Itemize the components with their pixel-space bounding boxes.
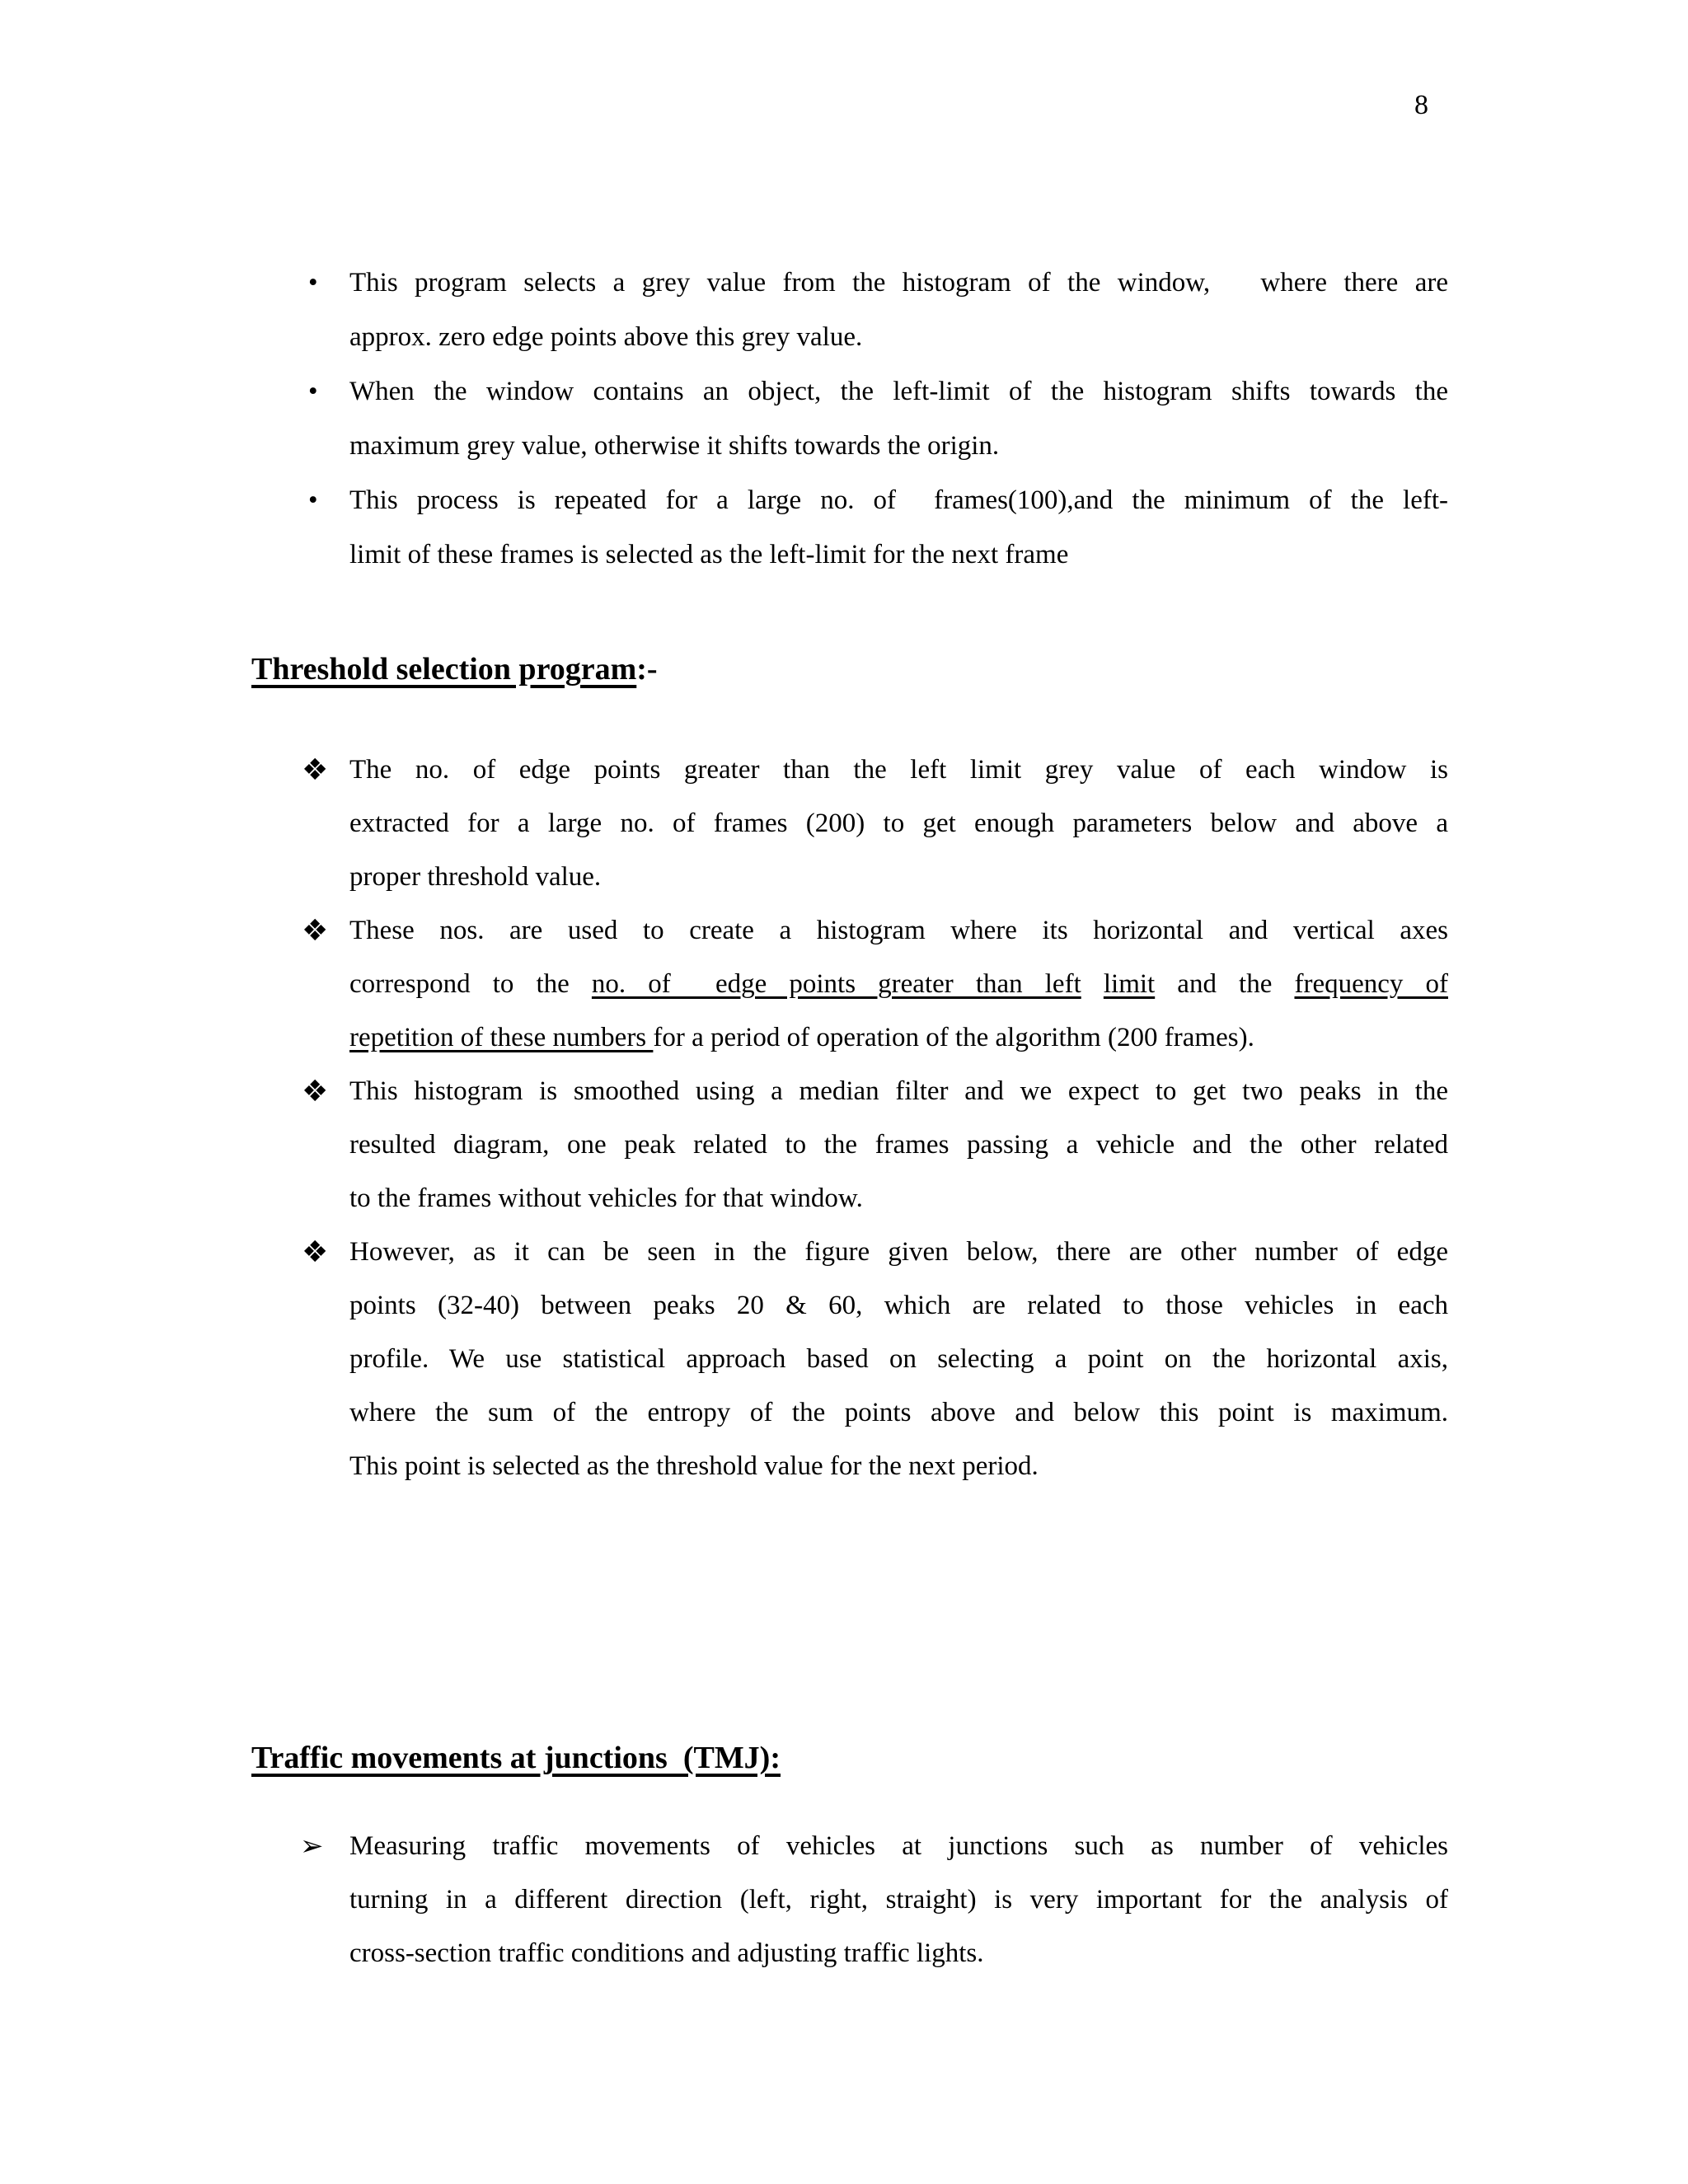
dot-bullet-icon: •: [308, 268, 318, 298]
underlined-text-run: limit: [1103, 969, 1156, 999]
text-run: [1081, 969, 1104, 999]
page-number: 8: [1414, 90, 1428, 120]
text-line: When the window contains an object, the left-limit of the histogram shifts towards the: [349, 377, 1448, 406]
text-line: where the sum of the entropy of the points above and below this point is maximum.: [349, 1398, 1448, 1427]
heading-traffic-movements-tmj: [251, 1731, 1448, 1785]
list-item: [308, 473, 1448, 582]
text-run: correspond to the: [349, 969, 592, 999]
list-item: [308, 255, 1448, 364]
text-line: approx. zero edge points above this grey value.: [349, 322, 863, 352]
dot-bullet-icon: •: [308, 377, 318, 406]
list-item: [308, 364, 1448, 473]
text-line: The no. of edge points greater than the left limit grey value of each window is: [349, 755, 1448, 785]
heading-underlined-text: Traffic movements at junctions (TMJ):: [251, 1741, 781, 1775]
heading-threshold-selection-program: [251, 642, 1448, 696]
text-line: This histogram is smoothed using a median filter and we expect to get two peaks in the: [349, 1076, 1448, 1106]
heading-suffix: :-: [636, 652, 658, 687]
text-line: maximum grey value, otherwise it shifts towards the origin.: [349, 431, 1000, 461]
diamond-bullet-icon: ❖: [302, 914, 329, 948]
list-item: [302, 1065, 1448, 1226]
text-line: proper threshold value.: [349, 862, 602, 892]
underlined-text-run: frequency of: [1294, 969, 1448, 999]
list-item: [302, 904, 1448, 1065]
diamond-bullet-icon: ❖: [302, 753, 329, 787]
list-item: [300, 1820, 1448, 1980]
dot-bullet-icon: •: [308, 485, 318, 515]
text-line: [349, 958, 1448, 1011]
underlined-text-run: repetition of these numbers: [349, 1023, 654, 1052]
diamond-bullet-icon: ❖: [302, 1075, 329, 1108]
text-line: profile. We use statistical approach based on selecting a point on the horizontal axis,: [349, 1344, 1448, 1374]
text-line: However, as it can be seen in the figure given below, there are other number of edge: [349, 1237, 1448, 1267]
text-line: cross-section traffic conditions and adjusting traffic lights.: [349, 1938, 984, 1968]
bullet-list-threshold-selection: [302, 743, 1448, 1493]
heading-underlined-text: Threshold selection program: [251, 652, 637, 687]
text-run: for a period of operation of the algorithm (200 frames).: [653, 1023, 1254, 1052]
underlined-text-run: no. of edge points greater than left: [591, 969, 1081, 999]
text-line: This process is repeated for a large no. of frames(100),and the minimum of the left-: [349, 485, 1448, 515]
text-line: extracted for a large no. of frames (200) to get enough parameters below and above a: [349, 808, 1448, 838]
text-line: resulted diagram, one peak related to the frames passing a vehicle and the other related: [349, 1130, 1448, 1160]
arrowhead-bullet-icon: ➢: [300, 1830, 324, 1863]
text-line: This program selects a grey value from the histogram of the window, where there are: [349, 268, 1448, 298]
text-line: [349, 1011, 1448, 1065]
bullet-list-tmj: [300, 1820, 1448, 1980]
text-line: Measuring traffic movements of vehicles at junctions such as number of vehicles: [349, 1831, 1448, 1861]
text-line: to the frames without vehicles for that window.: [349, 1183, 863, 1213]
diamond-bullet-icon: ❖: [302, 1235, 329, 1269]
text-run: and the: [1155, 969, 1295, 999]
bullet-list-left-limit-program: [308, 255, 1448, 582]
text-line: This point is selected as the threshold value for the next period.: [349, 1451, 1039, 1481]
text-line: turning in a different direction (left, right, straight) is very important for the analysis of: [349, 1885, 1448, 1915]
text-line: These nos. are used to create a histogram where its horizontal and vertical axes: [349, 916, 1448, 945]
list-item: [302, 1226, 1448, 1493]
page-body: [251, 255, 1448, 1980]
text-line: limit of these frames is selected as the left-limit for the next frame: [349, 540, 1069, 569]
list-item: [302, 743, 1448, 904]
text-line: points (32-40) between peaks 20 & 60, which are related to those vehicles in each: [349, 1291, 1448, 1320]
